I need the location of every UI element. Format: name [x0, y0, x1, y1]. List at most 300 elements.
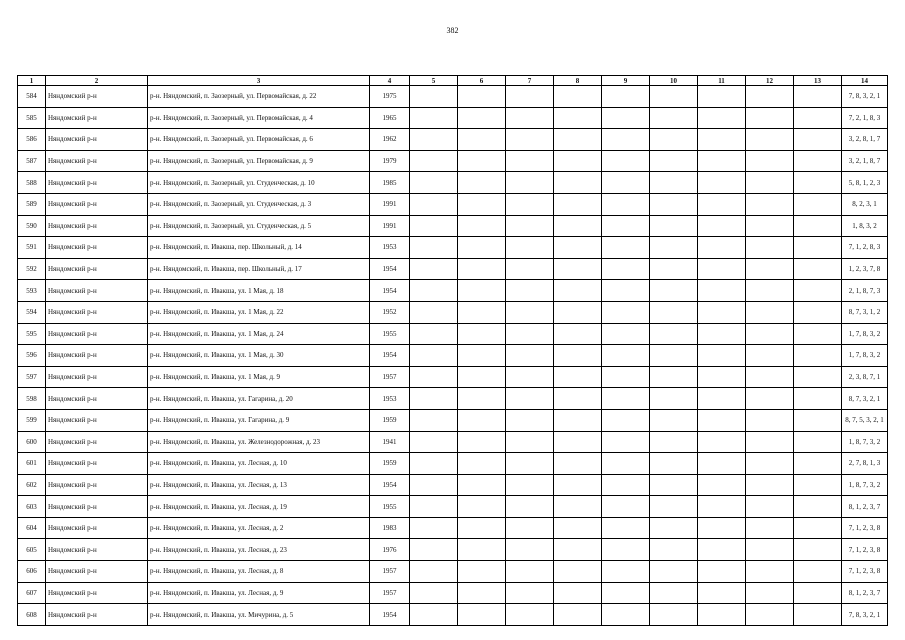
column-header: 14: [842, 76, 888, 86]
address-cell: р-н. Няндомский, п. Заозерный, ул. Студенческая, д. 10: [148, 172, 370, 194]
column-header: 13: [794, 76, 842, 86]
empty-cell: [746, 193, 794, 215]
row-number: 604: [18, 517, 46, 539]
empty-cell: [794, 86, 842, 108]
column-header: 6: [458, 76, 506, 86]
row-number: 594: [18, 301, 46, 323]
district-cell: Няндомский р-н: [46, 301, 148, 323]
district-cell: Няндомский р-н: [46, 582, 148, 604]
empty-cell: [746, 280, 794, 302]
empty-cell: [410, 323, 458, 345]
empty-cell: [554, 301, 602, 323]
district-cell: Няндомский р-н: [46, 129, 148, 151]
year-cell: 1953: [370, 237, 410, 259]
empty-cell: [602, 604, 650, 626]
empty-cell: [602, 517, 650, 539]
district-cell: Няндомский р-н: [46, 323, 148, 345]
empty-cell: [650, 582, 698, 604]
empty-cell: [506, 409, 554, 431]
address-cell: р-н. Няндомский, п. Ивакша, ул. Мичурина, д. 5: [148, 604, 370, 626]
row-number: 587: [18, 150, 46, 172]
empty-cell: [458, 215, 506, 237]
year-cell: 1954: [370, 345, 410, 367]
address-cell: р-н. Няндомский, п. Ивакша, ул. Лесная, д. 10: [148, 453, 370, 475]
col14-cell: 8, 2, 3, 1: [842, 193, 888, 215]
district-cell: Няндомский р-н: [46, 496, 148, 518]
empty-cell: [458, 474, 506, 496]
col14-cell: 7, 1, 2, 3, 8: [842, 561, 888, 583]
column-header: 5: [410, 76, 458, 86]
empty-cell: [698, 129, 746, 151]
empty-cell: [698, 431, 746, 453]
empty-cell: [410, 517, 458, 539]
address-cell: р-н. Няндомский, п. Ивакша, ул. Лесная, д. 9: [148, 582, 370, 604]
empty-cell: [554, 453, 602, 475]
empty-cell: [554, 193, 602, 215]
empty-cell: [458, 453, 506, 475]
empty-cell: [506, 388, 554, 410]
empty-cell: [698, 388, 746, 410]
column-header: 4: [370, 76, 410, 86]
empty-cell: [554, 258, 602, 280]
empty-cell: [698, 301, 746, 323]
empty-cell: [794, 301, 842, 323]
year-cell: 1953: [370, 388, 410, 410]
district-cell: Няндомский р-н: [46, 561, 148, 583]
column-header: 12: [746, 76, 794, 86]
row-number: 597: [18, 366, 46, 388]
table-row: [18, 517, 888, 539]
empty-cell: [650, 561, 698, 583]
district-cell: Няндомский р-н: [46, 345, 148, 367]
empty-cell: [506, 431, 554, 453]
empty-cell: [746, 172, 794, 194]
row-number: 585: [18, 107, 46, 129]
year-cell: 1955: [370, 323, 410, 345]
row-number: 608: [18, 604, 46, 626]
year-cell: 1983: [370, 517, 410, 539]
empty-cell: [698, 539, 746, 561]
empty-cell: [554, 107, 602, 129]
empty-cell: [698, 215, 746, 237]
empty-cell: [506, 582, 554, 604]
empty-cell: [650, 258, 698, 280]
empty-cell: [458, 129, 506, 151]
year-cell: 1962: [370, 129, 410, 151]
empty-cell: [698, 280, 746, 302]
address-cell: р-н. Няндомский, п. Ивакша, ул. 1 Мая, д. 30: [148, 345, 370, 367]
empty-cell: [602, 496, 650, 518]
district-cell: Няндомский р-н: [46, 172, 148, 194]
table-row: [18, 150, 888, 172]
address-cell: р-н. Няндомский, п. Заозерный, ул. Первомайская, д. 4: [148, 107, 370, 129]
empty-cell: [650, 215, 698, 237]
empty-cell: [602, 474, 650, 496]
table-row: [18, 86, 888, 108]
table-row: [18, 582, 888, 604]
column-header: 10: [650, 76, 698, 86]
empty-cell: [602, 453, 650, 475]
empty-cell: [458, 431, 506, 453]
empty-cell: [650, 496, 698, 518]
empty-cell: [458, 345, 506, 367]
table-row: [18, 237, 888, 259]
row-number: 586: [18, 129, 46, 151]
empty-cell: [794, 172, 842, 194]
empty-cell: [458, 496, 506, 518]
table-row: [18, 431, 888, 453]
empty-cell: [650, 150, 698, 172]
table-row: [18, 301, 888, 323]
empty-cell: [506, 453, 554, 475]
empty-cell: [794, 237, 842, 259]
empty-cell: [746, 474, 794, 496]
year-cell: 1954: [370, 604, 410, 626]
year-cell: 1975: [370, 86, 410, 108]
col14-cell: 7, 1, 2, 3, 8: [842, 517, 888, 539]
address-cell: р-н. Няндомский, п. Ивакша, ул. Железнодорожная, д. 23: [148, 431, 370, 453]
empty-cell: [458, 561, 506, 583]
empty-cell: [794, 604, 842, 626]
empty-cell: [698, 150, 746, 172]
empty-cell: [746, 345, 794, 367]
district-cell: Няндомский р-н: [46, 431, 148, 453]
empty-cell: [746, 582, 794, 604]
empty-cell: [746, 453, 794, 475]
empty-cell: [602, 280, 650, 302]
empty-cell: [794, 345, 842, 367]
year-cell: 1954: [370, 474, 410, 496]
col14-cell: 7, 2, 1, 8, 3: [842, 107, 888, 129]
empty-cell: [698, 345, 746, 367]
row-number: 584: [18, 86, 46, 108]
empty-cell: [698, 517, 746, 539]
empty-cell: [554, 604, 602, 626]
year-cell: 1941: [370, 431, 410, 453]
address-cell: р-н. Няндомский, п. Ивакша, ул. Гагарина, д. 9: [148, 409, 370, 431]
year-cell: 1976: [370, 539, 410, 561]
empty-cell: [554, 561, 602, 583]
column-header: 2: [46, 76, 148, 86]
empty-cell: [554, 474, 602, 496]
empty-cell: [746, 496, 794, 518]
empty-cell: [458, 388, 506, 410]
empty-cell: [410, 431, 458, 453]
empty-cell: [698, 237, 746, 259]
empty-cell: [746, 409, 794, 431]
empty-cell: [506, 496, 554, 518]
empty-cell: [650, 107, 698, 129]
empty-cell: [698, 172, 746, 194]
address-cell: р-н. Няндомский, п. Ивакша, ул. 1 Мая, д. 24: [148, 323, 370, 345]
empty-cell: [602, 150, 650, 172]
empty-cell: [410, 453, 458, 475]
year-cell: 1957: [370, 366, 410, 388]
address-cell: р-н. Няндомский, п. Ивакша, пер. Школьный, д. 14: [148, 237, 370, 259]
empty-cell: [650, 409, 698, 431]
row-number: 591: [18, 237, 46, 259]
empty-cell: [698, 323, 746, 345]
empty-cell: [746, 86, 794, 108]
empty-cell: [794, 539, 842, 561]
empty-cell: [506, 172, 554, 194]
year-cell: 1991: [370, 193, 410, 215]
empty-cell: [794, 107, 842, 129]
empty-cell: [554, 323, 602, 345]
empty-cell: [746, 388, 794, 410]
district-cell: Няндомский р-н: [46, 280, 148, 302]
empty-cell: [698, 496, 746, 518]
empty-cell: [554, 345, 602, 367]
district-cell: Няндомский р-н: [46, 539, 148, 561]
empty-cell: [458, 280, 506, 302]
empty-cell: [698, 86, 746, 108]
address-cell: р-н. Няндомский, п. Ивакша, ул. Гагарина, д. 20: [148, 388, 370, 410]
empty-cell: [794, 496, 842, 518]
address-cell: р-н. Няндомский, п. Ивакша, ул. Лесная, д. 2: [148, 517, 370, 539]
empty-cell: [650, 604, 698, 626]
year-cell: 1959: [370, 453, 410, 475]
table-row: [18, 345, 888, 367]
row-number: 602: [18, 474, 46, 496]
empty-cell: [698, 107, 746, 129]
column-header: 9: [602, 76, 650, 86]
empty-cell: [506, 150, 554, 172]
empty-cell: [746, 258, 794, 280]
empty-cell: [458, 150, 506, 172]
empty-cell: [602, 172, 650, 194]
empty-cell: [506, 237, 554, 259]
district-cell: Няндомский р-н: [46, 388, 148, 410]
empty-cell: [506, 107, 554, 129]
empty-cell: [410, 86, 458, 108]
row-number: 592: [18, 258, 46, 280]
empty-cell: [650, 431, 698, 453]
empty-cell: [746, 561, 794, 583]
empty-cell: [410, 366, 458, 388]
empty-cell: [506, 561, 554, 583]
empty-cell: [410, 582, 458, 604]
table-row: [18, 107, 888, 129]
empty-cell: [458, 172, 506, 194]
empty-cell: [410, 129, 458, 151]
header-row: [18, 76, 888, 86]
empty-cell: [794, 193, 842, 215]
empty-cell: [698, 604, 746, 626]
empty-cell: [602, 193, 650, 215]
empty-cell: [458, 193, 506, 215]
table-row: [18, 539, 888, 561]
district-cell: Няндомский р-н: [46, 453, 148, 475]
column-header: 7: [506, 76, 554, 86]
empty-cell: [650, 129, 698, 151]
year-cell: 1954: [370, 258, 410, 280]
empty-cell: [554, 215, 602, 237]
empty-cell: [602, 323, 650, 345]
row-number: 588: [18, 172, 46, 194]
empty-cell: [554, 150, 602, 172]
empty-cell: [794, 388, 842, 410]
address-cell: р-н. Няндомский, п. Ивакша, пер. Школьный, д. 17: [148, 258, 370, 280]
empty-cell: [458, 366, 506, 388]
address-cell: р-н. Няндомский, п. Ивакша, ул. 1 Мая, д. 9: [148, 366, 370, 388]
col14-cell: 1, 7, 8, 3, 2: [842, 323, 888, 345]
address-cell: р-н. Няндомский, п. Заозерный, ул. Студенческая, д. 3: [148, 193, 370, 215]
empty-cell: [794, 474, 842, 496]
empty-cell: [506, 517, 554, 539]
empty-cell: [602, 409, 650, 431]
empty-cell: [650, 474, 698, 496]
district-cell: Няндомский р-н: [46, 474, 148, 496]
table-row: [18, 496, 888, 518]
row-number: 606: [18, 561, 46, 583]
empty-cell: [458, 517, 506, 539]
empty-cell: [506, 129, 554, 151]
year-cell: 1957: [370, 561, 410, 583]
empty-cell: [650, 453, 698, 475]
col14-cell: 7, 1, 2, 3, 8: [842, 539, 888, 561]
col14-cell: 7, 8, 3, 2, 1: [842, 604, 888, 626]
empty-cell: [746, 107, 794, 129]
empty-cell: [410, 561, 458, 583]
empty-cell: [506, 366, 554, 388]
empty-cell: [506, 215, 554, 237]
empty-cell: [506, 193, 554, 215]
empty-cell: [602, 345, 650, 367]
empty-cell: [458, 582, 506, 604]
empty-cell: [554, 237, 602, 259]
col14-cell: 8, 1, 2, 3, 7: [842, 496, 888, 518]
row-number: 605: [18, 539, 46, 561]
col14-cell: 1, 2, 3, 7, 8: [842, 258, 888, 280]
col14-cell: 3, 2, 1, 8, 7: [842, 150, 888, 172]
district-cell: Няндомский р-н: [46, 215, 148, 237]
table-row: [18, 409, 888, 431]
row-number: 593: [18, 280, 46, 302]
empty-cell: [650, 366, 698, 388]
row-number: 600: [18, 431, 46, 453]
empty-cell: [506, 280, 554, 302]
empty-cell: [554, 172, 602, 194]
col14-cell: 3, 2, 8, 1, 7: [842, 129, 888, 151]
empty-cell: [554, 431, 602, 453]
empty-cell: [602, 366, 650, 388]
empty-cell: [746, 129, 794, 151]
table-row: [18, 561, 888, 583]
table-row: [18, 453, 888, 475]
empty-cell: [794, 258, 842, 280]
empty-cell: [794, 150, 842, 172]
empty-cell: [746, 150, 794, 172]
empty-cell: [410, 474, 458, 496]
empty-cell: [698, 561, 746, 583]
empty-cell: [554, 539, 602, 561]
district-cell: Няндомский р-н: [46, 86, 148, 108]
col14-cell: 1, 7, 8, 3, 2: [842, 345, 888, 367]
address-cell: р-н. Няндомский, п. Ивакша, ул. Лесная, д. 8: [148, 561, 370, 583]
empty-cell: [410, 409, 458, 431]
empty-cell: [650, 237, 698, 259]
empty-cell: [506, 323, 554, 345]
empty-cell: [554, 582, 602, 604]
district-cell: Няндомский р-н: [46, 517, 148, 539]
row-number: 589: [18, 193, 46, 215]
column-header: 3: [148, 76, 370, 86]
empty-cell: [746, 366, 794, 388]
district-cell: Няндомский р-н: [46, 604, 148, 626]
table-row: [18, 474, 888, 496]
year-cell: 1959: [370, 409, 410, 431]
page-number: 382: [446, 26, 459, 35]
empty-cell: [410, 193, 458, 215]
empty-cell: [410, 388, 458, 410]
empty-cell: [746, 431, 794, 453]
empty-cell: [554, 86, 602, 108]
row-number: 595: [18, 323, 46, 345]
empty-cell: [650, 323, 698, 345]
empty-cell: [794, 215, 842, 237]
empty-cell: [650, 301, 698, 323]
year-cell: 1979: [370, 150, 410, 172]
row-number: 590: [18, 215, 46, 237]
empty-cell: [506, 86, 554, 108]
empty-cell: [458, 107, 506, 129]
empty-cell: [458, 237, 506, 259]
empty-cell: [410, 345, 458, 367]
empty-cell: [794, 129, 842, 151]
table-row: [18, 193, 888, 215]
table-row: [18, 215, 888, 237]
table-row: [18, 366, 888, 388]
table-body: [18, 86, 888, 626]
empty-cell: [602, 388, 650, 410]
empty-cell: [410, 280, 458, 302]
address-cell: р-н. Няндомский, п. Ивакша, ул. Лесная, д. 23: [148, 539, 370, 561]
row-number: 601: [18, 453, 46, 475]
table-row: [18, 323, 888, 345]
district-cell: Няндомский р-н: [46, 237, 148, 259]
table-row: [18, 604, 888, 626]
empty-cell: [506, 539, 554, 561]
empty-cell: [602, 215, 650, 237]
table-row: [18, 129, 888, 151]
empty-cell: [410, 604, 458, 626]
empty-cell: [698, 453, 746, 475]
empty-cell: [602, 431, 650, 453]
empty-cell: [602, 107, 650, 129]
col14-cell: 1, 8, 3, 2: [842, 215, 888, 237]
table-row: [18, 172, 888, 194]
year-cell: 1985: [370, 172, 410, 194]
empty-cell: [506, 474, 554, 496]
table-row: [18, 388, 888, 410]
year-cell: 1955: [370, 496, 410, 518]
empty-cell: [746, 604, 794, 626]
year-cell: 1952: [370, 301, 410, 323]
row-number: 598: [18, 388, 46, 410]
column-header: 8: [554, 76, 602, 86]
row-number: 603: [18, 496, 46, 518]
empty-cell: [458, 86, 506, 108]
empty-cell: [554, 366, 602, 388]
district-cell: Няндомский р-н: [46, 258, 148, 280]
address-cell: р-н. Няндомский, п. Заозерный, ул. Первомайская, д. 22: [148, 86, 370, 108]
address-cell: р-н. Няндомский, п. Ивакша, ул. 1 Мая, д. 22: [148, 301, 370, 323]
empty-cell: [794, 431, 842, 453]
col14-cell: 8, 1, 2, 3, 7: [842, 582, 888, 604]
empty-cell: [794, 280, 842, 302]
empty-cell: [794, 366, 842, 388]
